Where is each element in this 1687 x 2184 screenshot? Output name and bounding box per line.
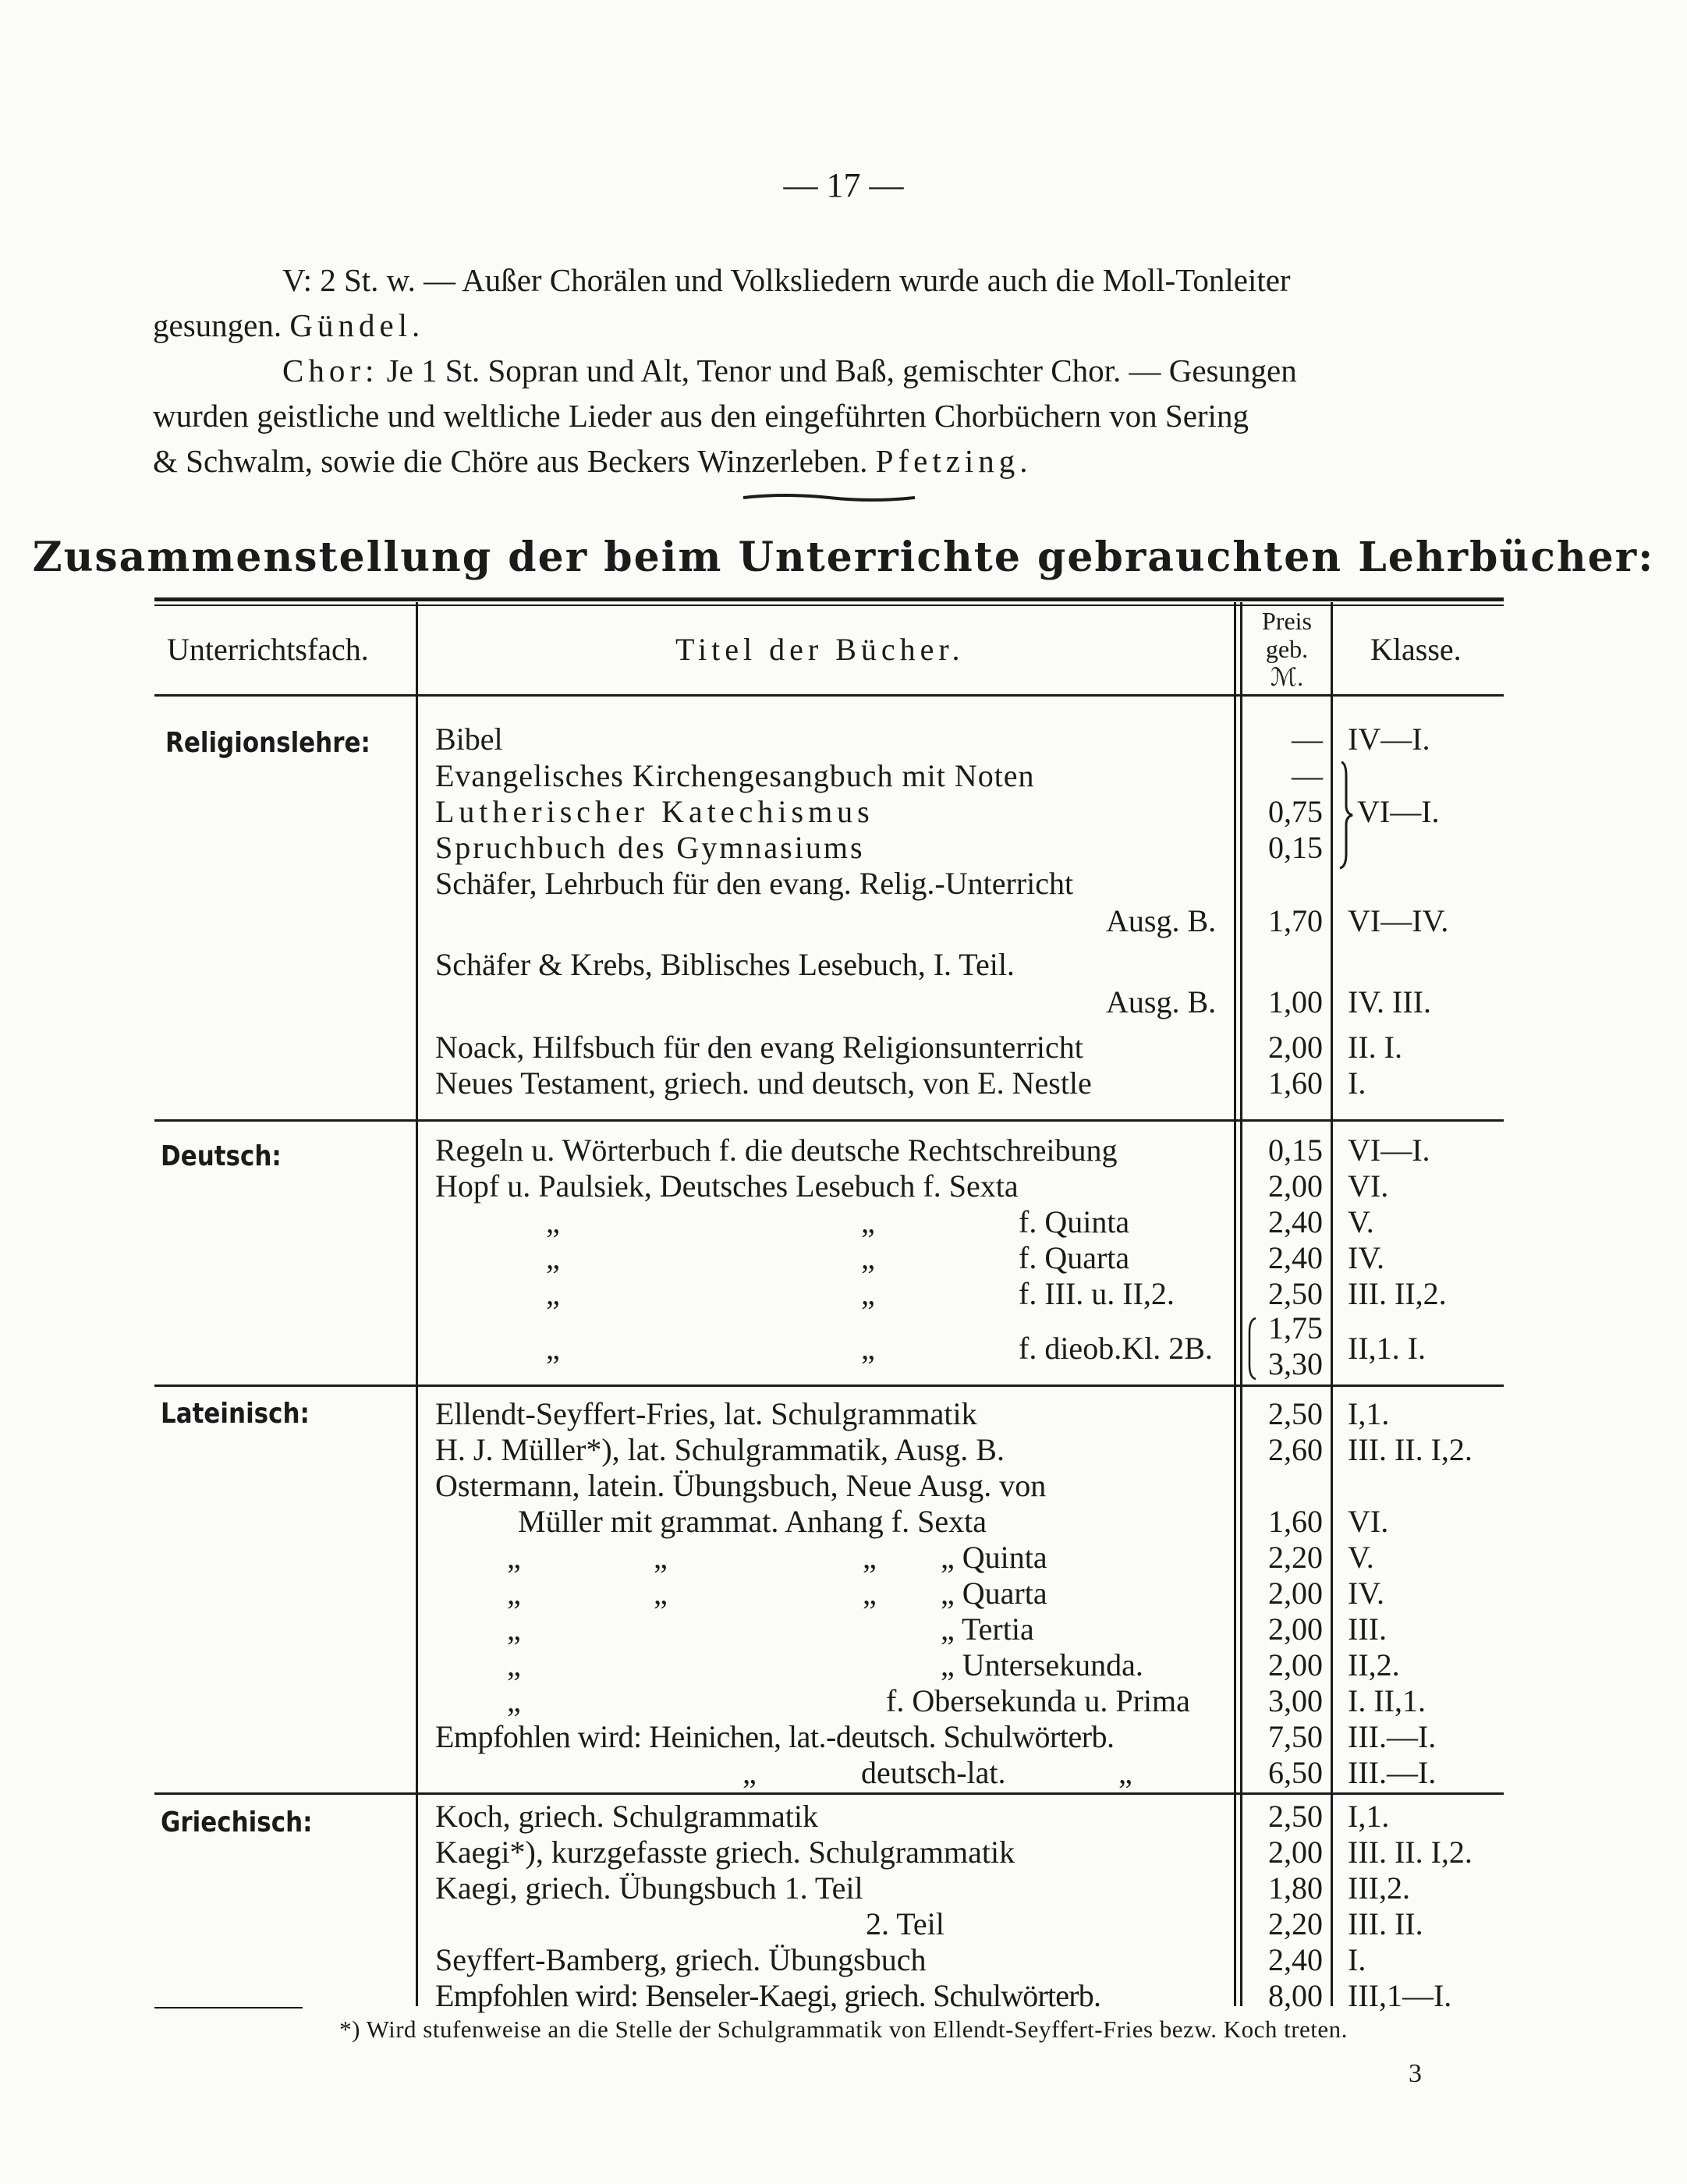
book-class: VI. [1348, 1168, 1389, 1204]
book-price: 2,50 [1268, 1276, 1323, 1311]
ditto-mark: „ [861, 1240, 875, 1275]
book-class: I. [1348, 1065, 1366, 1101]
book-title: f. III. u. II,2. [1019, 1276, 1175, 1311]
book-price: 2,00 [1268, 1168, 1323, 1204]
book-price: 1,75 [1268, 1310, 1323, 1346]
book-title: Schäfer & Krebs, Biblisches Lesebuch, I. Teil. [435, 947, 1015, 982]
book-title: „ Untersekunda. [941, 1647, 1143, 1682]
book-title: Bibel [435, 722, 503, 757]
header-title: Titel der Bücher. [675, 632, 965, 667]
brace-icon [1335, 760, 1356, 870]
book-price: 1,80 [1268, 1870, 1323, 1906]
ditto-mark: „ [507, 1540, 521, 1575]
book-title: f. Quarta [1019, 1240, 1130, 1275]
section-rule [154, 1792, 1504, 1795]
book-title: Noack, Hilfsbuch für den evang Religionsunterricht [435, 1030, 1083, 1065]
book-class: VI—I. [1348, 1133, 1430, 1168]
book-title: Seyffert-Bamberg, griech. Übungsbuch [435, 1942, 927, 1977]
book-title: „ Quarta [941, 1576, 1047, 1611]
book-price: 1,60 [1268, 1504, 1323, 1539]
book-class: III.—I. [1348, 1719, 1437, 1754]
book-price: — [1292, 758, 1323, 793]
column-divider [1234, 602, 1236, 2006]
book-title: Kaegi*), kurzgefasste griech. Schulgrammatik [435, 1835, 1015, 1870]
subject-deutsch: Deutsch: [161, 1140, 282, 1172]
ditto-mark: „ [507, 1611, 521, 1647]
book-price: 2,00 [1268, 1835, 1323, 1870]
intro-paragraph-1 [153, 257, 1502, 348]
book-class: IV. [1348, 1576, 1385, 1611]
column-divider [1331, 602, 1333, 2006]
column-divider [416, 602, 418, 2006]
intro-paragraph-2 [153, 348, 1502, 484]
intro-label: Chor: [282, 353, 379, 388]
ditto-mark: „ [861, 1204, 875, 1239]
book-title: Lutherischer Katechismus [435, 794, 874, 829]
intro-line: V: 2 St. w. — Außer Chorälen und Volksliedern wurde auch die Moll-Tonleiter [282, 262, 1291, 298]
book-price: 0,15 [1268, 1133, 1323, 1168]
book-price: 2,40 [1268, 1942, 1323, 1977]
book-class: VI—I. [1357, 794, 1440, 829]
subject-religion: Religionslehre: [165, 727, 370, 759]
ditto-mark: „ [546, 1240, 560, 1275]
book-price: 2,00 [1268, 1647, 1323, 1682]
book-title: Evangelisches Kirchengesangbuch mit Noten [435, 758, 1035, 793]
header-price-line: ℳ. [1270, 663, 1304, 691]
ornament-divider [743, 493, 915, 502]
ditto-mark: „ [861, 1276, 875, 1311]
teacher-name: Gündel. [289, 307, 425, 343]
book-price: 2,20 [1268, 1906, 1323, 1941]
book-price: 6,50 [1268, 1755, 1323, 1790]
book-title: Spruchbuch des Gymnasiums [435, 830, 865, 865]
book-price: 7,50 [1268, 1719, 1323, 1754]
book-price: 2,20 [1268, 1540, 1323, 1575]
brace-icon [1246, 1317, 1257, 1381]
subject-latein: Lateinisch: [161, 1398, 310, 1430]
book-class: II. I. [1348, 1030, 1402, 1065]
ditto-mark: „ [546, 1204, 560, 1239]
footnote: *) Wird stufenweise an die Stelle der Schulgrammatik von Ellendt-Seyffert-Fries bezw. Koch treten. [339, 2016, 1348, 2043]
book-title: 2. Teil [866, 1906, 945, 1941]
section-rule [154, 1119, 1504, 1122]
book-title: f. Quinta [1019, 1204, 1130, 1239]
book-title-cont: Müller mit grammat. Anhang f. Sexta [518, 1504, 987, 1539]
book-title: Empfohlen wird: Benseler-Kaegi, griech. Schulwörterb. [435, 1978, 1101, 2013]
book-title: f. Obersekunda u. Prima [886, 1683, 1190, 1718]
book-class: IV—I. [1348, 722, 1430, 757]
book-class: III. II,2. [1348, 1276, 1447, 1311]
book-class: V. [1348, 1204, 1374, 1239]
intro-line: wurden geistliche und weltliche Lieder aus den eingeführten Chorbüchern von Sering [153, 398, 1249, 434]
ditto-mark: „ [507, 1576, 521, 1611]
book-class: II,1. I. [1348, 1331, 1426, 1366]
book-title: deutsch-lat. [861, 1755, 1006, 1790]
ditto-mark: „ [742, 1755, 757, 1790]
header-price [1246, 607, 1327, 691]
signature-mark: 3 [1409, 2059, 1422, 2088]
book-class: IV. III. [1348, 984, 1432, 1019]
book-price: 2,00 [1268, 1576, 1323, 1611]
page-number: — 17 — [783, 166, 904, 204]
book-class: V. [1348, 1540, 1374, 1575]
ditto-mark: „ [1118, 1755, 1132, 1790]
book-class: IV. [1348, 1240, 1385, 1275]
book-price: 2,50 [1268, 1396, 1323, 1431]
book-class: II,2. [1348, 1647, 1400, 1682]
book-price: 0,75 [1268, 794, 1323, 829]
book-class: III,1—I. [1348, 1978, 1452, 2013]
book-class: I,1. [1348, 1396, 1390, 1431]
book-title-cont: Ausg. B. [1106, 984, 1217, 1019]
ditto-mark: „ [507, 1683, 521, 1718]
book-title: Schäfer, Lehrbuch für den evang. Relig.-Unterricht [435, 866, 1074, 901]
book-price: 3,30 [1268, 1346, 1323, 1381]
ditto-mark: „ [507, 1647, 521, 1682]
book-price: — [1292, 722, 1323, 757]
table-top-rule-thin [154, 604, 1504, 606]
header-price-line: geb. [1265, 635, 1309, 663]
header-subject: Unterrichtsfach. [167, 632, 369, 667]
ditto-mark: „ [863, 1576, 877, 1611]
book-price: 1,70 [1268, 903, 1323, 938]
ditto-mark: „ [654, 1540, 668, 1575]
table-top-rule [154, 597, 1504, 601]
ditto-mark: „ [654, 1576, 668, 1611]
book-class: VI—IV. [1348, 903, 1449, 938]
intro-line: Je 1 St. Sopran und Alt, Tenor und Baß, gemischter Chor. — Gesungen [386, 353, 1297, 388]
book-class: I. [1348, 1942, 1366, 1977]
table-heading: Zusammenstellung der beim Unterrichte gebrauchten Lehrbücher: [32, 534, 1655, 581]
book-title: Koch, griech. Schulgrammatik [435, 1799, 818, 1834]
book-title: Ostermann, latein. Übungsbuch, Neue Ausg. von [435, 1468, 1047, 1503]
book-class: III. [1348, 1611, 1387, 1647]
book-price: 2,50 [1268, 1799, 1323, 1834]
book-price: 0,15 [1268, 830, 1323, 865]
book-title: „ Tertia [941, 1611, 1034, 1647]
book-title: Neues Testament, griech. und deutsch, von E. Nestle [435, 1065, 1092, 1101]
book-price: 3,00 [1268, 1683, 1323, 1718]
book-class: VI. [1348, 1504, 1389, 1539]
book-title: Hopf u. Paulsiek, Deutsches Lesebuch f. Sexta [435, 1168, 1019, 1204]
ditto-mark: „ [861, 1331, 875, 1366]
book-title: Kaegi, griech. Übungsbuch 1. Teil [435, 1870, 863, 1906]
book-title: Regeln u. Wörterbuch f. die deutsche Rechtschreibung [435, 1133, 1118, 1168]
book-price: 1,00 [1268, 984, 1323, 1019]
book-title-cont: Ausg. B. [1106, 903, 1217, 938]
book-class: III. II. [1348, 1906, 1423, 1941]
book-title: Ellendt-Seyffert-Fries, lat. Schulgrammatik [435, 1396, 977, 1431]
footnote-rule [154, 2007, 303, 2008]
book-price: 2,40 [1268, 1240, 1323, 1275]
header-class: Klasse. [1370, 632, 1462, 667]
book-price: 2,40 [1268, 1204, 1323, 1239]
book-title: „ Quinta [941, 1540, 1047, 1575]
book-price: 2,60 [1268, 1432, 1323, 1467]
header-price-line: Preis [1262, 607, 1312, 635]
ditto-mark: „ [546, 1276, 560, 1311]
teacher-name: Pfetzing. [875, 443, 1033, 479]
book-class: III,2. [1348, 1870, 1410, 1906]
book-class: I,1. [1348, 1799, 1390, 1834]
book-price: 8,00 [1268, 1978, 1323, 2013]
book-class: III. II. I,2. [1348, 1835, 1473, 1870]
intro-line: gesungen. [153, 307, 282, 343]
book-price: 1,60 [1268, 1065, 1323, 1101]
ditto-mark: „ [863, 1540, 877, 1575]
book-price: 2,00 [1268, 1611, 1323, 1647]
subject-griechisch: Griechisch: [161, 1806, 313, 1838]
intro-line: & Schwalm, sowie die Chöre aus Beckers Winzerleben. [153, 443, 868, 479]
ditto-mark: „ [546, 1331, 560, 1366]
book-price: 2,00 [1268, 1030, 1323, 1065]
header-rule [154, 694, 1504, 697]
book-title: H. J. Müller*), lat. Schulgrammatik, Ausg. B. [435, 1432, 1005, 1467]
book-title: f. dieob.Kl. 2B. [1019, 1331, 1213, 1366]
book-title: Empfohlen wird: Heinichen, lat.-deutsch. Schulwörterb. [435, 1719, 1115, 1754]
book-class: III.—I. [1348, 1755, 1437, 1790]
book-class: I. II,1. [1348, 1683, 1426, 1718]
book-class: III. II. I,2. [1348, 1432, 1473, 1467]
section-rule [154, 1384, 1504, 1387]
